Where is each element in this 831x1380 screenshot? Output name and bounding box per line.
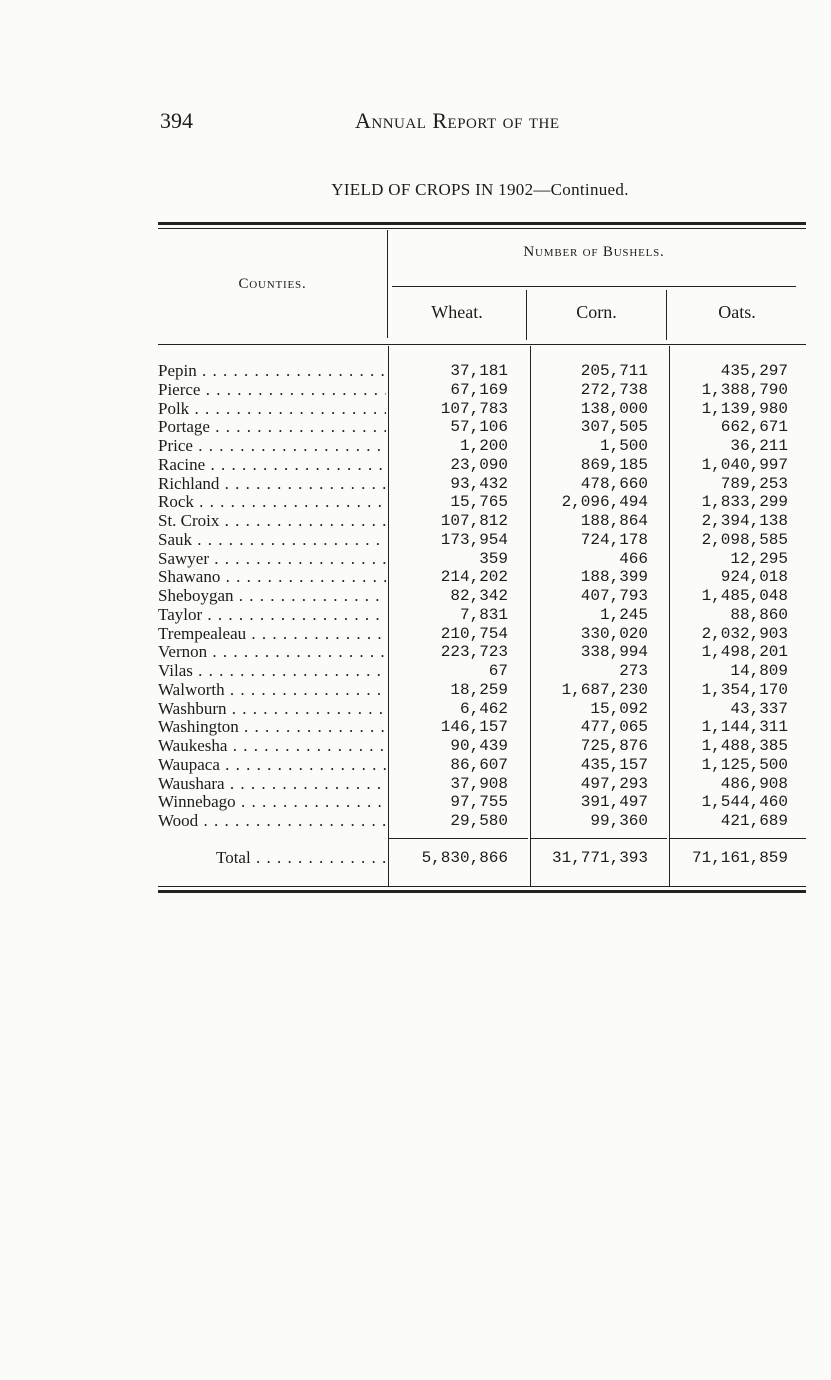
- total-wheat: 5,830,866: [421, 849, 508, 867]
- oats-value: 88,860: [730, 605, 788, 624]
- table-row: [158, 606, 808, 625]
- county-name: Vilas . . .: [158, 662, 386, 681]
- corn-value: 188,864: [580, 512, 648, 530]
- column-header-corn: Corn.: [576, 302, 617, 322]
- oats-value: 43,337: [730, 699, 788, 718]
- county-name: Taylor . . .: [158, 606, 386, 625]
- oats-value: 1,544,460: [701, 793, 788, 812]
- corn-value: 188,399: [580, 568, 648, 587]
- wheat-value: 29,580: [450, 812, 508, 830]
- table-row: [158, 718, 808, 737]
- corn-value: 307,505: [580, 418, 648, 437]
- corn-value: 205,711: [580, 362, 648, 380]
- table-row: [158, 531, 808, 550]
- county-name: Waukesha . . .: [158, 737, 386, 756]
- oats-value: 662,671: [720, 418, 788, 437]
- oats-value: 1,040,997: [701, 455, 788, 474]
- corn-value: 725,876: [580, 737, 648, 755]
- table-row: [158, 756, 808, 775]
- county-name: Waushara . . .: [158, 775, 386, 794]
- corn-value: 272,738: [580, 380, 648, 399]
- table-row: [158, 362, 808, 381]
- oats-value: 1,139,980: [701, 399, 788, 418]
- wheat-value: 86,607: [450, 755, 508, 774]
- table-row: [158, 512, 808, 531]
- running-head: Annual Report of the: [355, 108, 560, 133]
- table-bottom-rule-thin: [158, 886, 806, 887]
- total-oats: 71,161,859: [691, 849, 788, 867]
- corn-value: 1,245: [599, 605, 648, 624]
- table-row: [158, 700, 808, 719]
- corn-value: 435,157: [580, 755, 648, 774]
- table-row: [158, 812, 808, 831]
- corn-value: 138,000: [580, 399, 648, 418]
- table-row: [158, 681, 808, 700]
- oats-value: 12,295: [730, 549, 788, 568]
- corn-value: 478,660: [580, 474, 648, 493]
- oats-value: 1,488,385: [701, 737, 788, 755]
- corn-value: 869,185: [580, 455, 648, 474]
- wheat-value: 7,831: [459, 605, 508, 624]
- column-header-oats: Oats.: [718, 302, 756, 322]
- group-header-rule: [392, 286, 796, 287]
- oats-value: 435,297: [720, 362, 788, 380]
- corn-value: 2,096,494: [561, 493, 648, 512]
- corn-value: 724,178: [580, 530, 648, 549]
- table-row: [158, 643, 808, 662]
- county-name: Vernon . . .: [158, 643, 386, 662]
- county-name: Trempealeau . . .: [158, 625, 386, 644]
- oats-value: 486,908: [720, 774, 788, 793]
- county-name: Portage . . .: [158, 418, 386, 437]
- table-row: [158, 493, 808, 512]
- table-row: [158, 662, 808, 681]
- county-name: St. Croix . . .: [158, 512, 386, 531]
- oats-value: 1,125,500: [701, 755, 788, 774]
- oats-value: 1,354,170: [701, 680, 788, 699]
- wheat-value: 107,812: [440, 512, 508, 530]
- page-number: 394: [160, 108, 193, 133]
- county-name: Pepin . . .: [158, 362, 386, 381]
- oats-value: 36,211: [730, 437, 788, 455]
- table-body: [158, 362, 808, 831]
- table-row: [158, 587, 808, 606]
- oats-value: 1,485,048: [701, 587, 788, 605]
- table-row: [158, 737, 808, 756]
- county-name: Shawano . . .: [158, 568, 386, 587]
- wheat-value: 18,259: [450, 680, 508, 699]
- county-name: Price . . .: [158, 437, 386, 456]
- table-bottom-rule-thick: [158, 890, 806, 893]
- oats-value: 14,809: [730, 662, 788, 680]
- oats-value: 2,032,903: [701, 624, 788, 643]
- table-row: [158, 400, 808, 419]
- county-name: Washington . . .: [158, 718, 386, 737]
- total-separator-wheat: [388, 838, 528, 839]
- county-name: Waupaca . . .: [158, 756, 386, 775]
- wheat-value: 93,432: [450, 474, 508, 493]
- group-header-bushels: Number of Bushels.: [523, 244, 665, 260]
- table-top-rule-thick: [158, 222, 806, 225]
- table-title: YIELD OF CROPS IN 1902—Continued.: [331, 180, 629, 199]
- wheat-value: 37,181: [450, 362, 508, 380]
- corn-value: 497,293: [580, 774, 648, 793]
- wheat-value: 1,200: [459, 437, 508, 455]
- oats-value: 421,689: [720, 812, 788, 830]
- total-separator-corn: [531, 838, 667, 839]
- corn-value: 1,687,230: [561, 680, 648, 699]
- table-row: [158, 568, 808, 587]
- corn-value: 466: [619, 549, 648, 568]
- table-row: [158, 437, 808, 456]
- table-row: [158, 550, 808, 569]
- corn-value: 338,994: [580, 643, 648, 662]
- wheat-value: 67,169: [450, 380, 508, 399]
- county-name: Wood . . .: [158, 812, 386, 831]
- wheat-value: 90,439: [450, 737, 508, 755]
- county-name: Rock . . .: [158, 493, 386, 512]
- corn-value: 330,020: [580, 624, 648, 643]
- wheat-value: 37,908: [450, 774, 508, 793]
- wheat-value: 210,754: [440, 624, 508, 643]
- wheat-value: 146,157: [440, 718, 508, 737]
- table-top-rule-thin: [158, 228, 806, 229]
- county-name: Sheboygan . . .: [158, 587, 386, 606]
- county-name: Walworth . . .: [158, 681, 386, 700]
- oats-value: 1,498,201: [701, 643, 788, 662]
- corn-value: 477,065: [580, 718, 648, 737]
- corn-value: 15,092: [590, 699, 648, 718]
- wheat-value: 15,765: [450, 493, 508, 512]
- table-row: [158, 381, 808, 400]
- wheat-value: 214,202: [440, 568, 508, 587]
- total-row: [158, 848, 808, 868]
- corn-value: 99,360: [590, 812, 648, 830]
- county-name: Richland . . .: [158, 475, 386, 494]
- wheat-value: 23,090: [450, 455, 508, 474]
- wheat-value: 67: [488, 662, 508, 680]
- corn-value: 391,497: [580, 793, 648, 812]
- total-label: Total . . .: [216, 848, 386, 868]
- wheat-value: 107,783: [440, 399, 508, 418]
- wheat-value: 57,106: [450, 418, 508, 437]
- oats-value: 924,018: [720, 568, 788, 587]
- table-row: [158, 775, 808, 794]
- oats-value: 789,253: [720, 474, 788, 493]
- oats-value: 1,144,311: [701, 718, 788, 737]
- column-header-counties: Counties.: [238, 276, 307, 292]
- wheat-value: 82,342: [450, 587, 508, 605]
- table-row: [158, 793, 808, 812]
- wheat-value: 359: [479, 549, 508, 568]
- county-name: Sauk . . .: [158, 531, 386, 550]
- table-row: [158, 625, 808, 644]
- county-name: Winnebago . . .: [158, 793, 386, 812]
- wheat-value: 6,462: [459, 699, 508, 718]
- total-separator-oats: [670, 838, 806, 839]
- corn-value: 1,500: [599, 437, 648, 455]
- oats-value: 1,388,790: [701, 380, 788, 399]
- oats-value: 2,394,138: [701, 512, 788, 530]
- oats-value: 2,098,585: [701, 530, 788, 549]
- oats-value: 1,833,299: [701, 493, 788, 512]
- table-row: [158, 418, 808, 437]
- table-row: [158, 475, 808, 494]
- total-corn: 31,771,393: [551, 849, 648, 867]
- county-name: Polk . . .: [158, 400, 386, 419]
- corn-value: 273: [619, 662, 648, 680]
- column-header-wheat: Wheat.: [431, 302, 483, 322]
- table-row: [158, 456, 808, 475]
- county-name: Sawyer . . .: [158, 550, 386, 569]
- corn-value: 407,793: [580, 587, 648, 605]
- wheat-value: 173,954: [440, 530, 508, 549]
- wheat-value: 97,755: [450, 793, 508, 812]
- county-name: Racine . . .: [158, 456, 386, 475]
- wheat-value: 223,723: [440, 643, 508, 662]
- county-name: Washburn . . .: [158, 700, 386, 719]
- county-name: Pierce . . .: [158, 381, 386, 400]
- header-bottom-rule: [158, 344, 806, 345]
